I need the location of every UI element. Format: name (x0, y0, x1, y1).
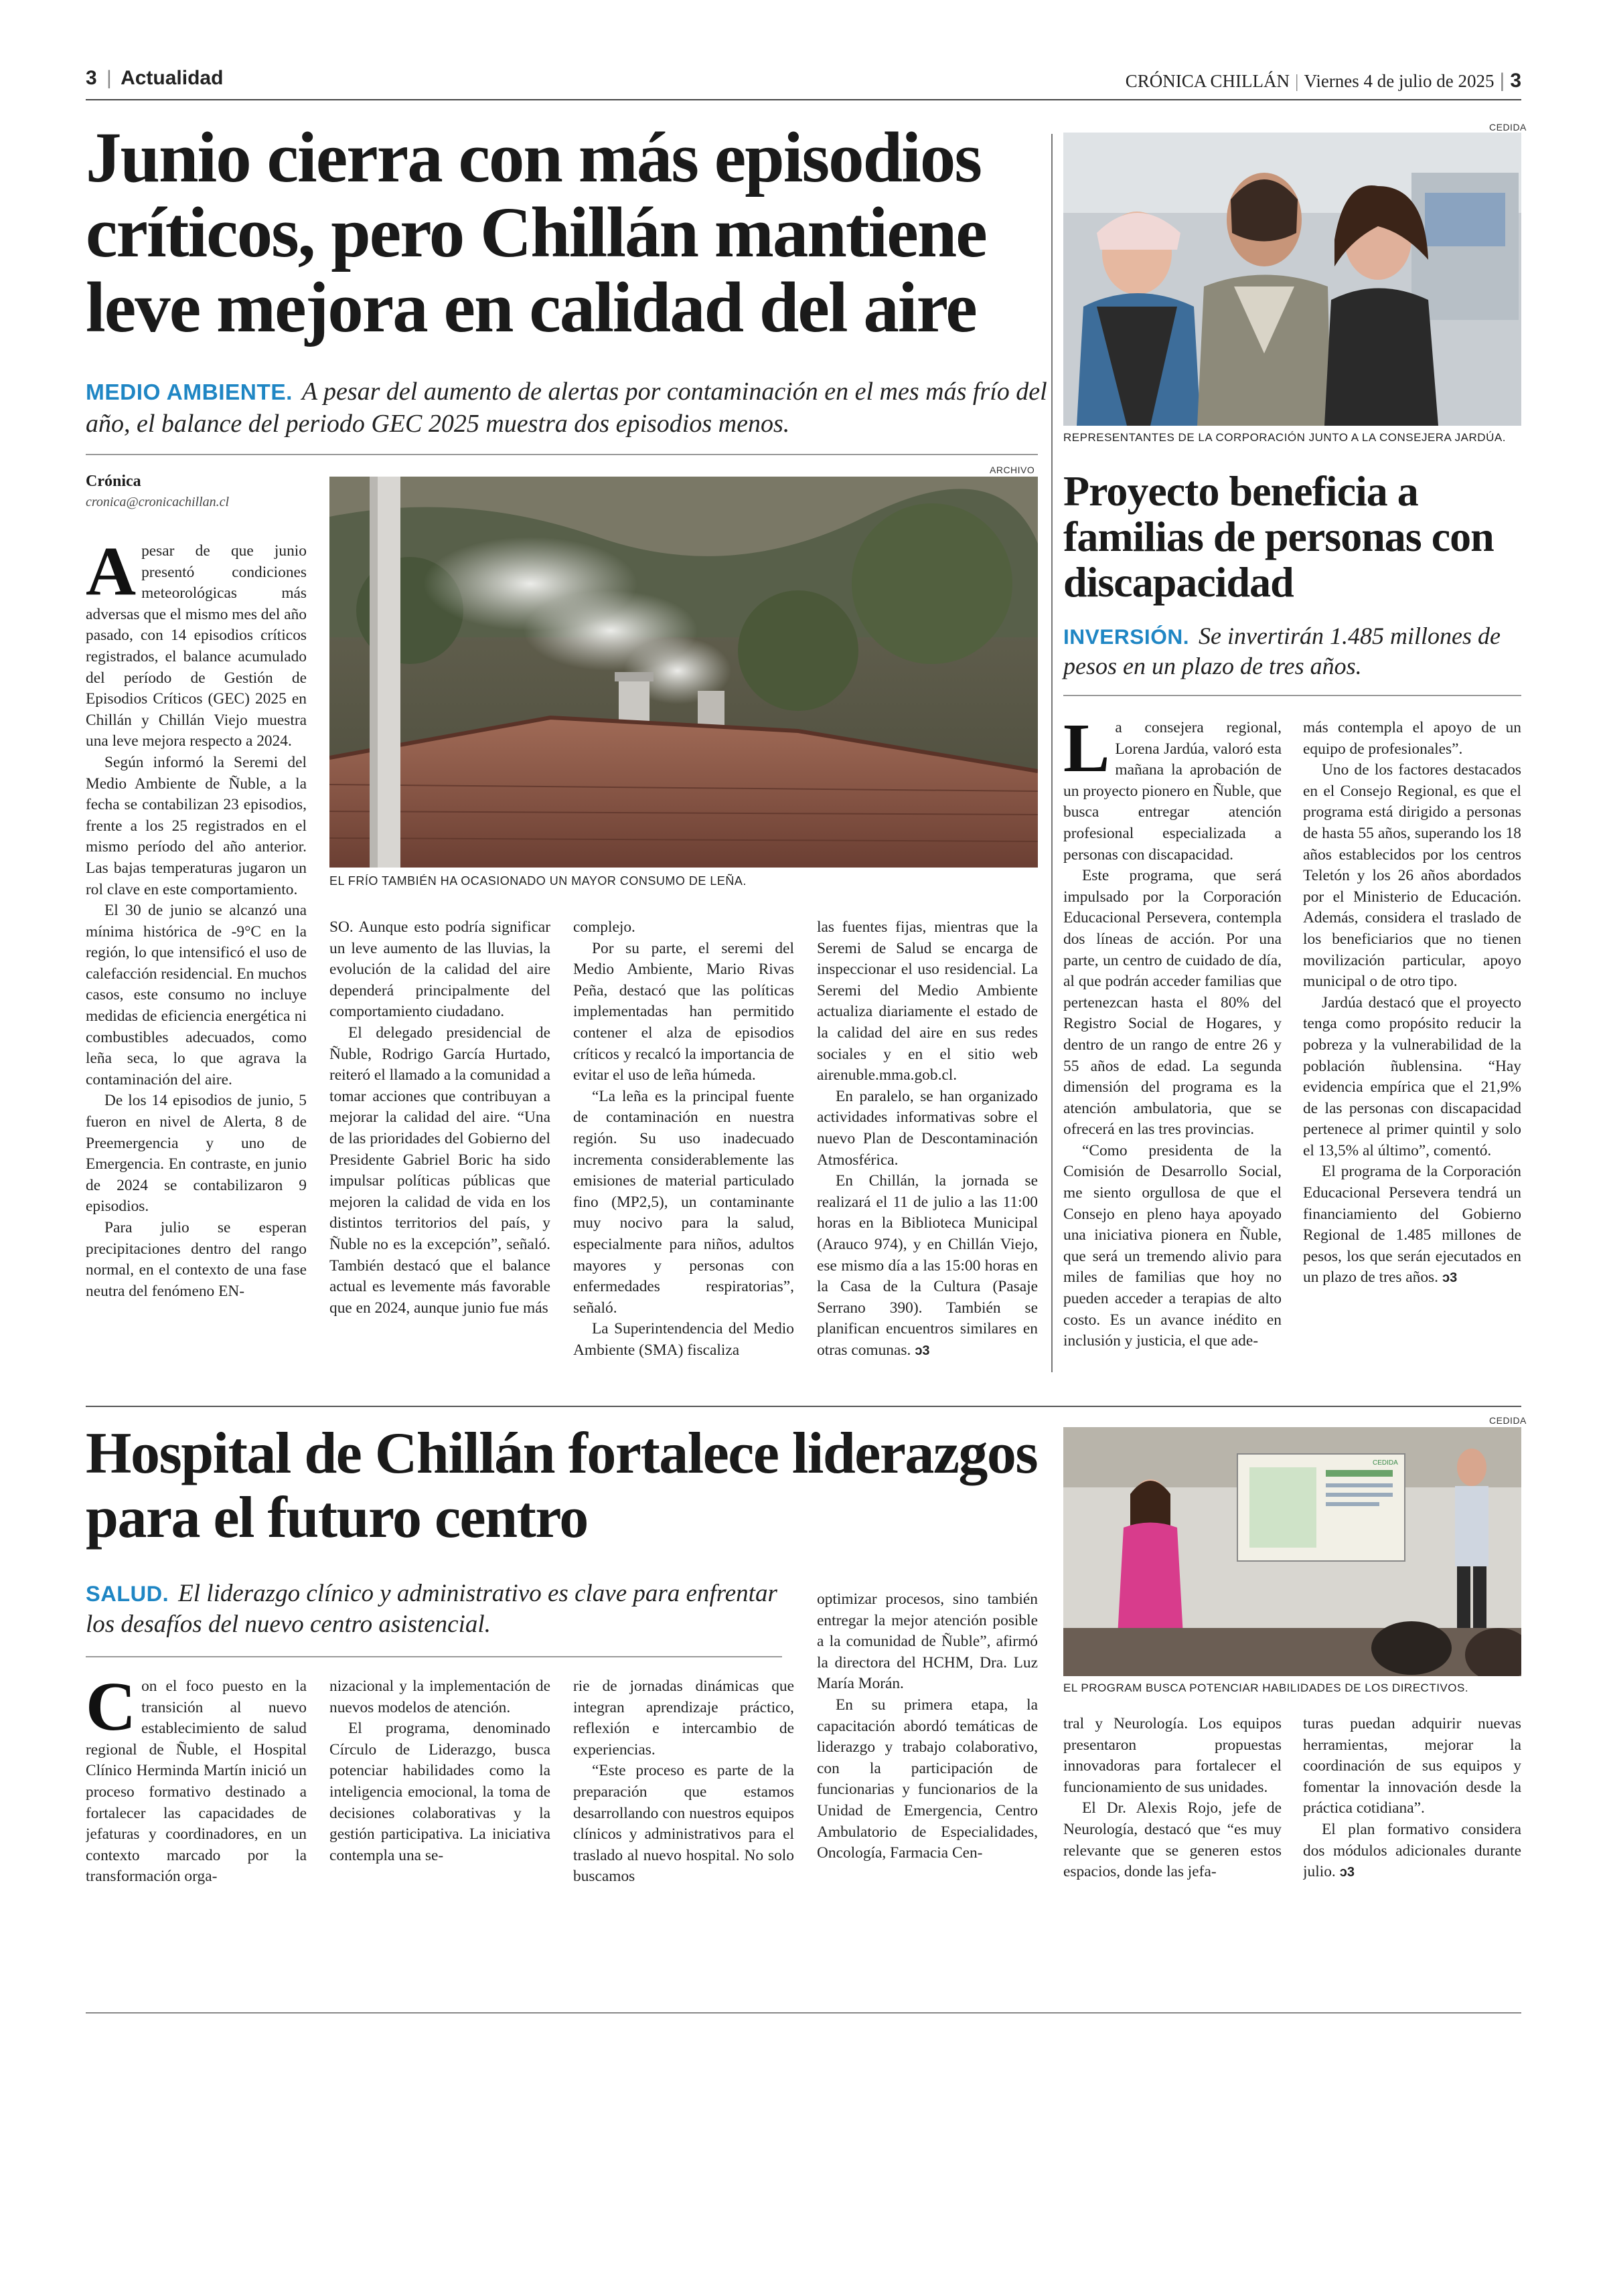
article2-column-1 (1063, 718, 1282, 1394)
article1-col4-p3 (817, 1171, 1038, 1362)
article3-photo-presentation (1063, 1427, 1521, 1676)
article3-col6-p1: turas puedan adquirir nuevas herramientas, mejorar la coordinación de sus equipos y fomentar la innovación desde la práctica cotidiana”. (1303, 1715, 1521, 1817)
article1-deck-rule (86, 454, 1038, 455)
article1-col3-p3: “La leña es la principal fuente de contaminación en nuestra región. Su uso inadecuado incrementa considerablemente las emisiones de material particulado fino (MP2,5), un contaminante muy nocivo para la salud, especialmente para niños, adultos mayores y personas con enfermedades respiratorias”, señaló. (573, 1087, 794, 1317)
article3-col6-p2-text: El plan formativo considera dos módulos adicionales durante julio. (1303, 1820, 1521, 1881)
page-number-right: 3 (1510, 70, 1521, 92)
article1-col1-p4: De los 14 episodios de junio, 5 fueron en nivel de Alerta, 8 de Preemergencia y uno de Emergencia. En contraste, en junio de 2024 se contabilizaron 9 episodios. (86, 1092, 307, 1216)
article1-photo-credit: ARCHIVO (990, 465, 1035, 475)
article2-column-2 (1303, 718, 1521, 1394)
article1-photo-chimney-smoke (329, 477, 1038, 868)
article2-end-mark: ↄ3 (1442, 1270, 1458, 1286)
article3-deck-text: El liderazgo clínico y administrativo es clave para enfrentar los desafíos del nuevo centro asistencial. (86, 1580, 777, 1638)
article2-col1-p1: a consejera regional, Lorena Jardúa, valoró esta mañana la aprobación de un proyecto pionero en Ñuble, que busca entregar atención profesional especializada a personas con discapacidad. (1063, 719, 1282, 864)
article1-byline (86, 473, 313, 510)
article1-photo-caption: EL FRÍO TAMBIÉN HA OCASIONADO UN MAYOR CONSUMO DE LEÑA. (329, 874, 747, 888)
article1-column-2 (329, 917, 550, 1399)
article3-kicker: SALUD. (86, 1582, 169, 1606)
article3-end-mark: ↄ3 (1339, 1865, 1355, 1880)
article3-col4-p2: En su primera etapa, la capacitación abordó temáticas de liderazgo y trabajo colaborativo, con la participación de funcionarias y funcionarios de la Unidad de Emergencia, Centro Ambulatorio de Especialidades, Oncología, Farmacia Cen- (817, 1696, 1038, 1862)
article3-column-5 (1063, 1714, 1282, 1921)
article1-headline: Junio cierra con más episodios críticos, pero Chillán mantiene leve mejora en calidad del aire (86, 118, 986, 347)
article3-col3-p1: rie de jornadas dinámicas que integran aprendizaje práctico, reflexión e intercambio de experiencias. (573, 1677, 794, 1758)
section-name: Actualidad (121, 67, 224, 89)
article1-col3-p4: La Superintendencia del Medio Ambiente (SMA) fiscaliza (573, 1320, 794, 1359)
page-bottom-rule (86, 2012, 1521, 2014)
article2-dropcap: L (1063, 718, 1110, 787)
article3-col2-p2: El programa, denominado Círculo de Liderazgo, busca potenciar habilidades como la inteligencia emocional, la toma de decisiones colaborativas y la gestión participativa. La iniciativa contempla una se- (329, 1720, 550, 1864)
header-masthead-right: CRÓNICA CHILLÁN | Viernes 4 de julio de 2025 | 3 (1125, 70, 1521, 92)
article2-col2-p3: Jardúa destacó que el proyecto tenga como propósito reducir la pobreza y la vulnerabilidad de la población ñublensina. “Hay evidencia empírica que el 21,9% de las personas con discapacidad pertenece al primer quintil y solo el 13,5% al último”, comentó. (1303, 993, 1521, 1159)
article1-col4-p2: En paralelo, se han organizado actividades informativas sobre el nuevo Plan de Descontaminación Atmosférica. (817, 1087, 1038, 1169)
article1-deck (86, 376, 1057, 439)
article3-col1-p1: on el foco puesto en la transición al nuevo establecimiento de salud regional de Ñuble, el Hospital Clínico Herminda Martín inició un proceso formativo destinado a fortalecer las capacidades de jefaturas y coordinadores, en un contexto marcado por la transformación orga- (86, 1677, 307, 1886)
article1-col2-p2: El delegado presidencial de Ñuble, Rodrigo García Hurtado, reiteró el llamado a la comunidad a tomar acciones que contribuyan a mejorar la calidad del aire. “Una de las prioridades del Gobierno del Presidente Gabriel Boric ha sido impulsar políticas públicas que mejoren la calidad de vida en los distintos territorios del país, y Ñuble no es la excepción”, señaló. También destacó que el balance actual es levemente más favorable que en 2024, aunque junio fue más (329, 1023, 550, 1317)
article1-dropcap: A (86, 541, 137, 610)
article1-col1-p1: pesar de que junio presentó condiciones meteorológicas más adversas que el mismo mes del año pasado, con 14 episodios críticos registrados, el balance acumulado del período de Gestión de Episodios Críticos (GEC) 2025 en Chillán y Chillán Viejo muestra una leve mejora respecto a 2024. (86, 542, 307, 750)
article3-deck-rule (86, 1656, 782, 1657)
article3-col3-p2: “Este proceso es parte de la preparación que estamos desarrollando con nuestros equipos clínicos y administrativos para el traslado al nuevo hospital. No solo buscamos (573, 1762, 794, 1886)
article2-deck (1063, 621, 1521, 681)
article1-col3-p2: Por su parte, el seremi del Medio Ambiente, Mario Rivas Peña, destacó que las políticas implementadas han permitido contener el alza de episodios críticos y recalcó la importancia de evitar el uso de leña húmeda. (573, 939, 794, 1084)
article1-deck-text: A pesar del aumento de alertas por contaminación en el mes más frío del año, el balance del periodo GEC 2025 muestra dos episodios menos. (86, 378, 1047, 438)
article-divider-vertical (1051, 134, 1053, 1372)
section-divider (86, 1406, 1521, 1407)
article3-photo-credit: CEDIDA (1489, 1415, 1527, 1426)
article1-col3-p1: complejo. (573, 918, 635, 936)
article3-col2-p1: nizacional y la implementación de nuevos modelos de atención. (329, 1677, 550, 1716)
article3-column-3 (573, 1676, 794, 1917)
issue-date: Viernes 4 de julio de 2025 (1304, 71, 1495, 91)
article1-end-mark: ↄ3 (915, 1343, 930, 1358)
article3-col6-p2 (1303, 1819, 1521, 1884)
article2-deck-text: Se invertirán 1.485 millones de pesos en un plazo de tres años. (1063, 623, 1501, 679)
article3-column-2 (329, 1676, 550, 1917)
header-folio-left: 3 | Actualidad (86, 67, 224, 89)
article3-column-6 (1303, 1714, 1521, 1921)
byline-email: cronica@cronicachillan.cl (86, 495, 230, 509)
article3-dropcap: C (86, 1676, 137, 1745)
article1-kicker: MEDIO AMBIENTE. (86, 380, 293, 405)
screen-logo-text: CEDIDA (1373, 1459, 1398, 1467)
article1-column-4 (817, 917, 1038, 1399)
article3-col5-p2: El Dr. Alexis Rojo, jefe de Neurología, destacó que “es muy relevante que se generen estos espacios, donde las jefa- (1063, 1799, 1282, 1881)
article2-col2-p2: Uno de los factores destacados en el Consejo Regional, es que el programa está dirigido a personas de hasta 55 años, superando los 18 años establecidos por los centros Teletón y los 26 años abordados por el Ministerio de Educación. Además, considera el traslado de los beneficiarios que no tienen movilización particular, apoyo municipal o de otro tipo. (1303, 761, 1521, 991)
article2-col2-p4 (1303, 1161, 1521, 1289)
article2-kicker: INVERSIÓN. (1063, 625, 1190, 649)
article2-photo-representatives (1063, 133, 1521, 426)
article1-column-3 (573, 917, 794, 1399)
page-number-left: 3 (86, 67, 97, 89)
article2-photo-credit: CEDIDA (1489, 122, 1527, 133)
article1-col2-p1: SO. Aunque esto podría significar un leve aumento de las lluvias, la evolución de la calidad del aire dependerá principalmente del comportamiento ciudadano. (329, 918, 550, 1021)
article2-col2-p1: más contempla el apoyo de un equipo de profesionales”. (1303, 719, 1521, 758)
article2-col1-p2: Este programa, que será impulsado por la Corporación Educacional Persevera, contempla dos líneas de acción. Por una parte, un centro de cuidado de día, al que podrán acceder familias que pertenezcan hasta el 80% del Registro Social de Hogares, y dentro de un rango de entre 26 y 55 años de edad. La segunda dimensión del programa es la atención ambulatoria, que se ofrecerá en las tres provincias. (1063, 867, 1282, 1139)
article3-column-1 (86, 1676, 307, 1917)
article1-column-1 (86, 541, 307, 1398)
article3-col4-p1: optimizar procesos, sino también entregar la mejor atención posible a la comunidad de Ñuble”, afirmó la directora del HCHM, Dra. Luz María Morán. (817, 1590, 1038, 1693)
byline-name: Crónica (86, 473, 141, 490)
article2-col2-p4-text: El programa de la Corporación Educacional Persevera tendrá un financiamiento del Gobierno Regional de 1.485 millones de pesos, los que serán ejecutados en un plazo de tres años. (1303, 1163, 1521, 1287)
article2-headline: Proyecto beneficia a familias de personas con discapacidad (1063, 467, 1494, 606)
article2-col1-p3: “Como presidenta de la Comisión de Desarrollo Social, me siento orgullosa de que el Consejo en pleno haya apoyado una iniciativa pionera en Ñuble, que será un tremendo alivio para miles de familias que hoy no pueden acceder a terapias de alto costo. Es un avance inédito en inclusión y justicia, el que ade- (1063, 1141, 1282, 1350)
article3-column-4 (817, 1589, 1038, 1917)
article3-photo-caption: EL PROGRAM BUSCA POTENCIAR HABILIDADES DE LOS DIRECTIVOS. (1063, 1682, 1469, 1694)
article1-col1-p3: El 30 de junio se alcanzó una mínima histórica de -9°C en la región, lo que intensificó el uso de calefacción residencial. En muchos casos, este consumo no incluye medidas de eficiencia energética ni combustibles adecuados, como leña seca, lo que agrava la contaminación del aire. (86, 902, 307, 1088)
article3-deck (86, 1578, 782, 1639)
header-rule (86, 99, 1521, 100)
paper-name: CRÓNICA CHILLÁN (1125, 71, 1290, 91)
article1-col1-p5: Para julio se esperan precipitaciones dentro del rango normal, en el contexto de una fase neutra del fenómeno EN- (86, 1219, 307, 1300)
article3-col5-p1: tral y Neurología. Los equipos presentaron propuestas innovadoras para fortalecer el funcionamiento de sus unidades. (1063, 1715, 1282, 1796)
article3-headline: Hospital de Chillán fortalece liderazgos para el futuro centro (86, 1421, 1038, 1550)
article1-col4-p3-text: En Chillán, la jornada se realizará el 11 de julio a las 11:00 horas en la Biblioteca Municipal (Arauco 974), y en Chillán Viejo, ese mismo día a las 15:00 horas en la Casa de la Cultura (Pasaje Serrano 390). También se planifican encuentros similares en otras comunas. (817, 1172, 1038, 1359)
article1-col4-p1: las fuentes fijas, mientras que la Seremi de Salud se encarga de inspeccionar el uso residencial. La Seremi del Medio Ambiente actualiza diariamente el estado de la calidad del aire en sus redes sociales y en el sitio web airenuble.mma.gob.cl. (817, 918, 1038, 1084)
article2-deck-rule (1063, 695, 1521, 696)
article2-photo-caption: REPRESENTANTES DE LA CORPORACIÓN JUNTO A LA CONSEJERA JARDÚA. (1063, 431, 1506, 444)
article1-col1-p2: Según informó la Seremi del Medio Ambiente de Ñuble, a la fecha se contabilizan 23 episodios, frente a los 25 registrados en el mismo período del año anterior. Las bajas temperaturas jugaron un rol clave en este comportamiento. (86, 753, 307, 898)
